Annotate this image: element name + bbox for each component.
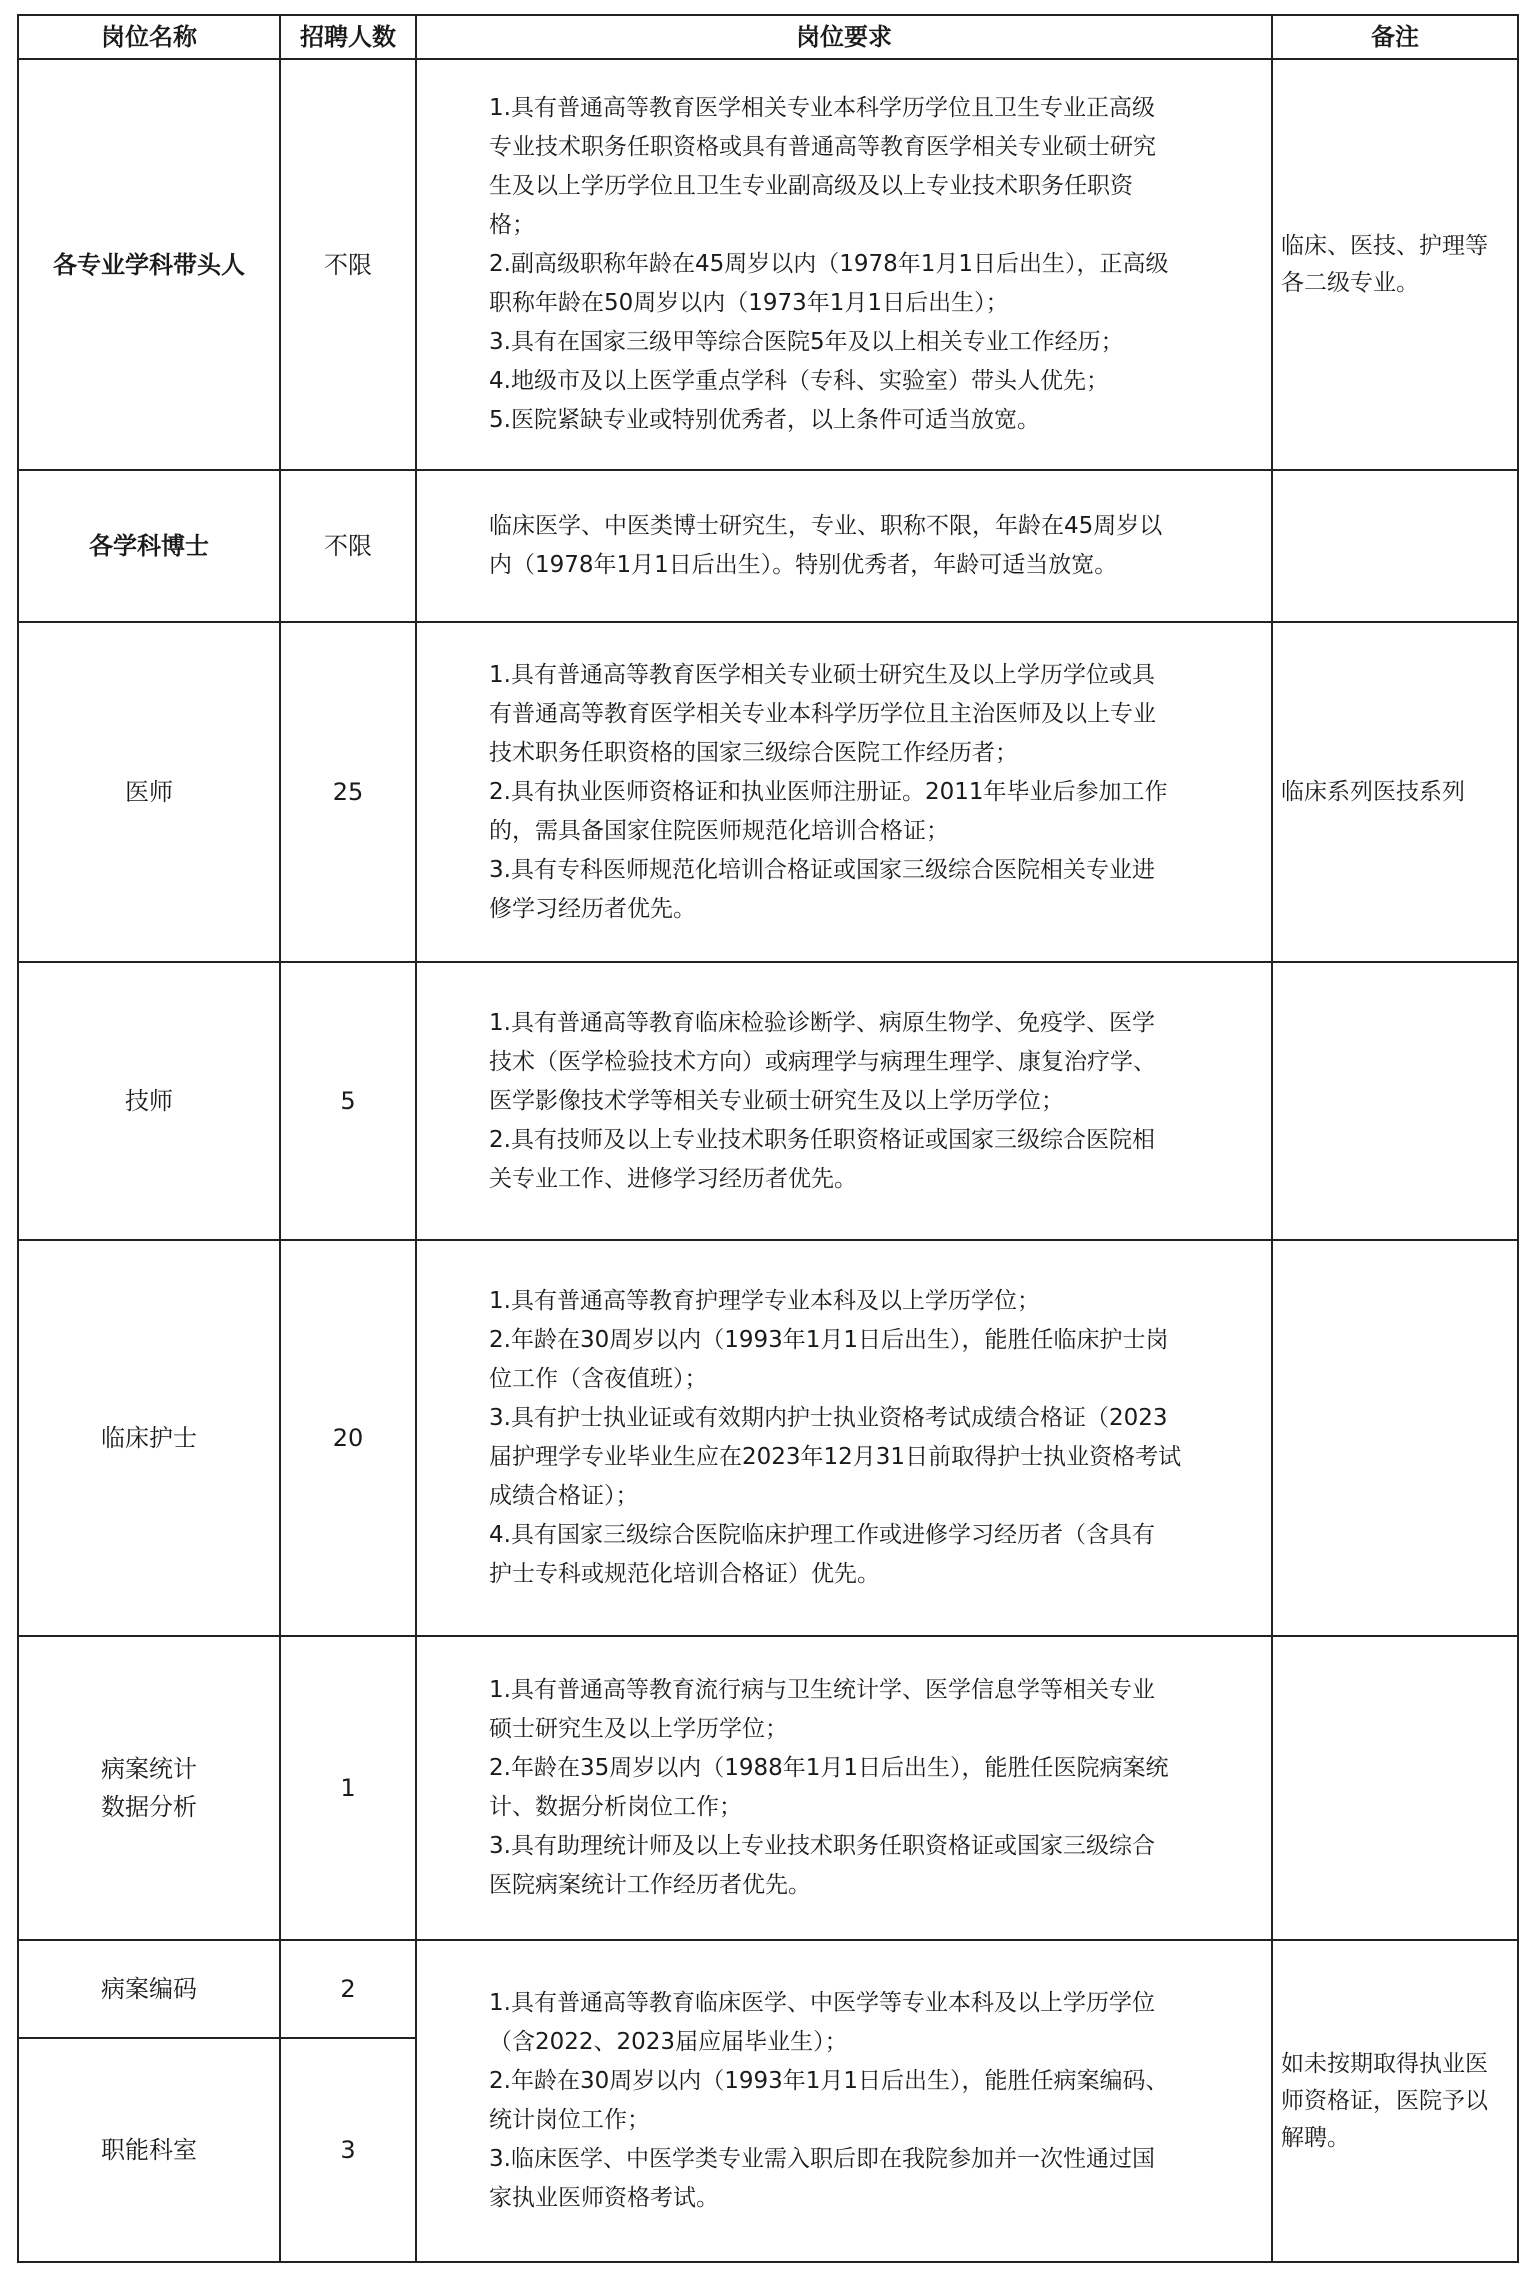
position-count: 不限 — [280, 59, 416, 470]
position-name: 各学科博士 — [18, 470, 280, 622]
position-count: 20 — [280, 1240, 416, 1636]
position-count: 3 — [280, 2038, 416, 2262]
recruitment-table — [17, 14, 1519, 2263]
table-row — [18, 622, 1518, 962]
position-note — [1272, 470, 1518, 622]
header-note: 备注 — [1272, 15, 1518, 59]
position-requirements: 1.具有普通高等教育流行病与卫生统计学、医学信息学等相关专业 硕士研究生及以上学历学位； 2.年龄在35周岁以内（1988年1月1日后出生），能胜任医院病案统 计、数据分析岗位工作； 3.具有助理统计师及以上专业技术职务任职资格证或国家三级综合 医院病案统计工作经历者优先。 — [416, 1636, 1272, 1940]
position-requirements: 1.具有普通高等教育临床检验诊断学、病原生物学、免疫学、医学 技术（医学检验技术方向）或病理学与病理生理学、康复治疗学、 医学影像技术学等相关专业硕士研究生及以上学历学位； 2.具有技师及以上专业技术职务任职资格证或国家三级综合医院相 关专业工作、进修学习经历者优先。 — [416, 962, 1272, 1240]
table-row — [18, 1940, 1518, 2038]
position-requirements: 1.具有普通高等教育医学相关专业硕士研究生及以上学历学位或具 有普通高等教育医学相关专业本科学历学位且主治医师及以上专业 技术职务任职资格的国家三级综合医院工作经历者； 2.具有执业医师资格证和执业医师注册证。2011年毕业后参加工作 的，需具备国家住院医师规范化培训合格证； 3.具有专科医师规范化培训合格证或国家三级综合医院相关专业进 修学习经历者优先。 — [416, 622, 1272, 962]
table-row — [18, 1240, 1518, 1636]
position-note — [1272, 1240, 1518, 1636]
position-name: 病案统计 数据分析 — [18, 1636, 280, 1940]
position-name: 职能科室 — [18, 2038, 280, 2262]
header-row — [18, 15, 1518, 59]
position-count: 2 — [280, 1940, 416, 2038]
position-note: 临床系列医技系列 — [1272, 622, 1518, 962]
position-note: 如未按期取得执业医师资格证，医院予以解聘。 — [1272, 1940, 1518, 2262]
position-requirements: 1.具有普通高等教育护理学专业本科及以上学历学位； 2.年龄在30周岁以内（1993年1月1日后出生），能胜任临床护士岗 位工作（含夜值班）； 3.具有护士执业证或有效期内护士执业资格考试成绩合格证（2023 届护理学专业毕业生应在2023年12月31日前取得护士执业资格考试 成绩合格证）； 4.具有国家三级综合医院临床护理工作或进修学习经历者（含具有 护士专科或规范化培训合格证）优先。 — [416, 1240, 1272, 1636]
header-count: 招聘人数 — [280, 15, 416, 59]
table-row — [18, 59, 1518, 470]
table-row — [18, 1636, 1518, 1940]
position-name: 临床护士 — [18, 1240, 280, 1636]
table-row — [18, 962, 1518, 1240]
position-note — [1272, 1636, 1518, 1940]
position-count: 不限 — [280, 470, 416, 622]
position-requirements: 1.具有普通高等教育医学相关专业本科学历学位且卫生专业正高级 专业技术职务任职资格或具有普通高等教育医学相关专业硕士研究 生及以上学历学位且卫生专业副高级及以上专业技术职务任职资 格； 2.副高级职称年龄在45周岁以内（1978年1月1日后出生），正高级 职称年龄在50周岁以内（1973年1月1日后出生）； 3.具有在国家三级甲等综合医院5年及以上相关专业工作经历； 4.地级市及以上医学重点学科（专科、实验室）带头人优先； 5.医院紧缺专业或特别优秀者，以上条件可适当放宽。 — [416, 59, 1272, 470]
position-name: 病案编码 — [18, 1940, 280, 2038]
position-name: 各专业学科带头人 — [18, 59, 280, 470]
header-name: 岗位名称 — [18, 15, 280, 59]
position-name: 医师 — [18, 622, 280, 962]
header-requirements: 岗位要求 — [416, 15, 1272, 59]
position-requirements: 1.具有普通高等教育临床医学、中医学等专业本科及以上学历学位 （含2022、2023届应届毕业生）； 2.年龄在30周岁以内（1993年1月1日后出生），能胜任病案编码、 统计岗位工作； 3.临床医学、中医学类专业需入职后即在我院参加并一次性通过国 家执业医师资格考试。 — [416, 1940, 1272, 2262]
position-name: 技师 — [18, 962, 280, 1240]
position-requirements: 临床医学、中医类博士研究生，专业、职称不限，年龄在45周岁以 内（1978年1月1日后出生）。特别优秀者，年龄可适当放宽。 — [416, 470, 1272, 622]
table-row — [18, 470, 1518, 622]
position-count: 25 — [280, 622, 416, 962]
position-note: 临床、医技、护理等各二级专业。 — [1272, 59, 1518, 470]
position-count: 5 — [280, 962, 416, 1240]
position-count: 1 — [280, 1636, 416, 1940]
position-note — [1272, 962, 1518, 1240]
